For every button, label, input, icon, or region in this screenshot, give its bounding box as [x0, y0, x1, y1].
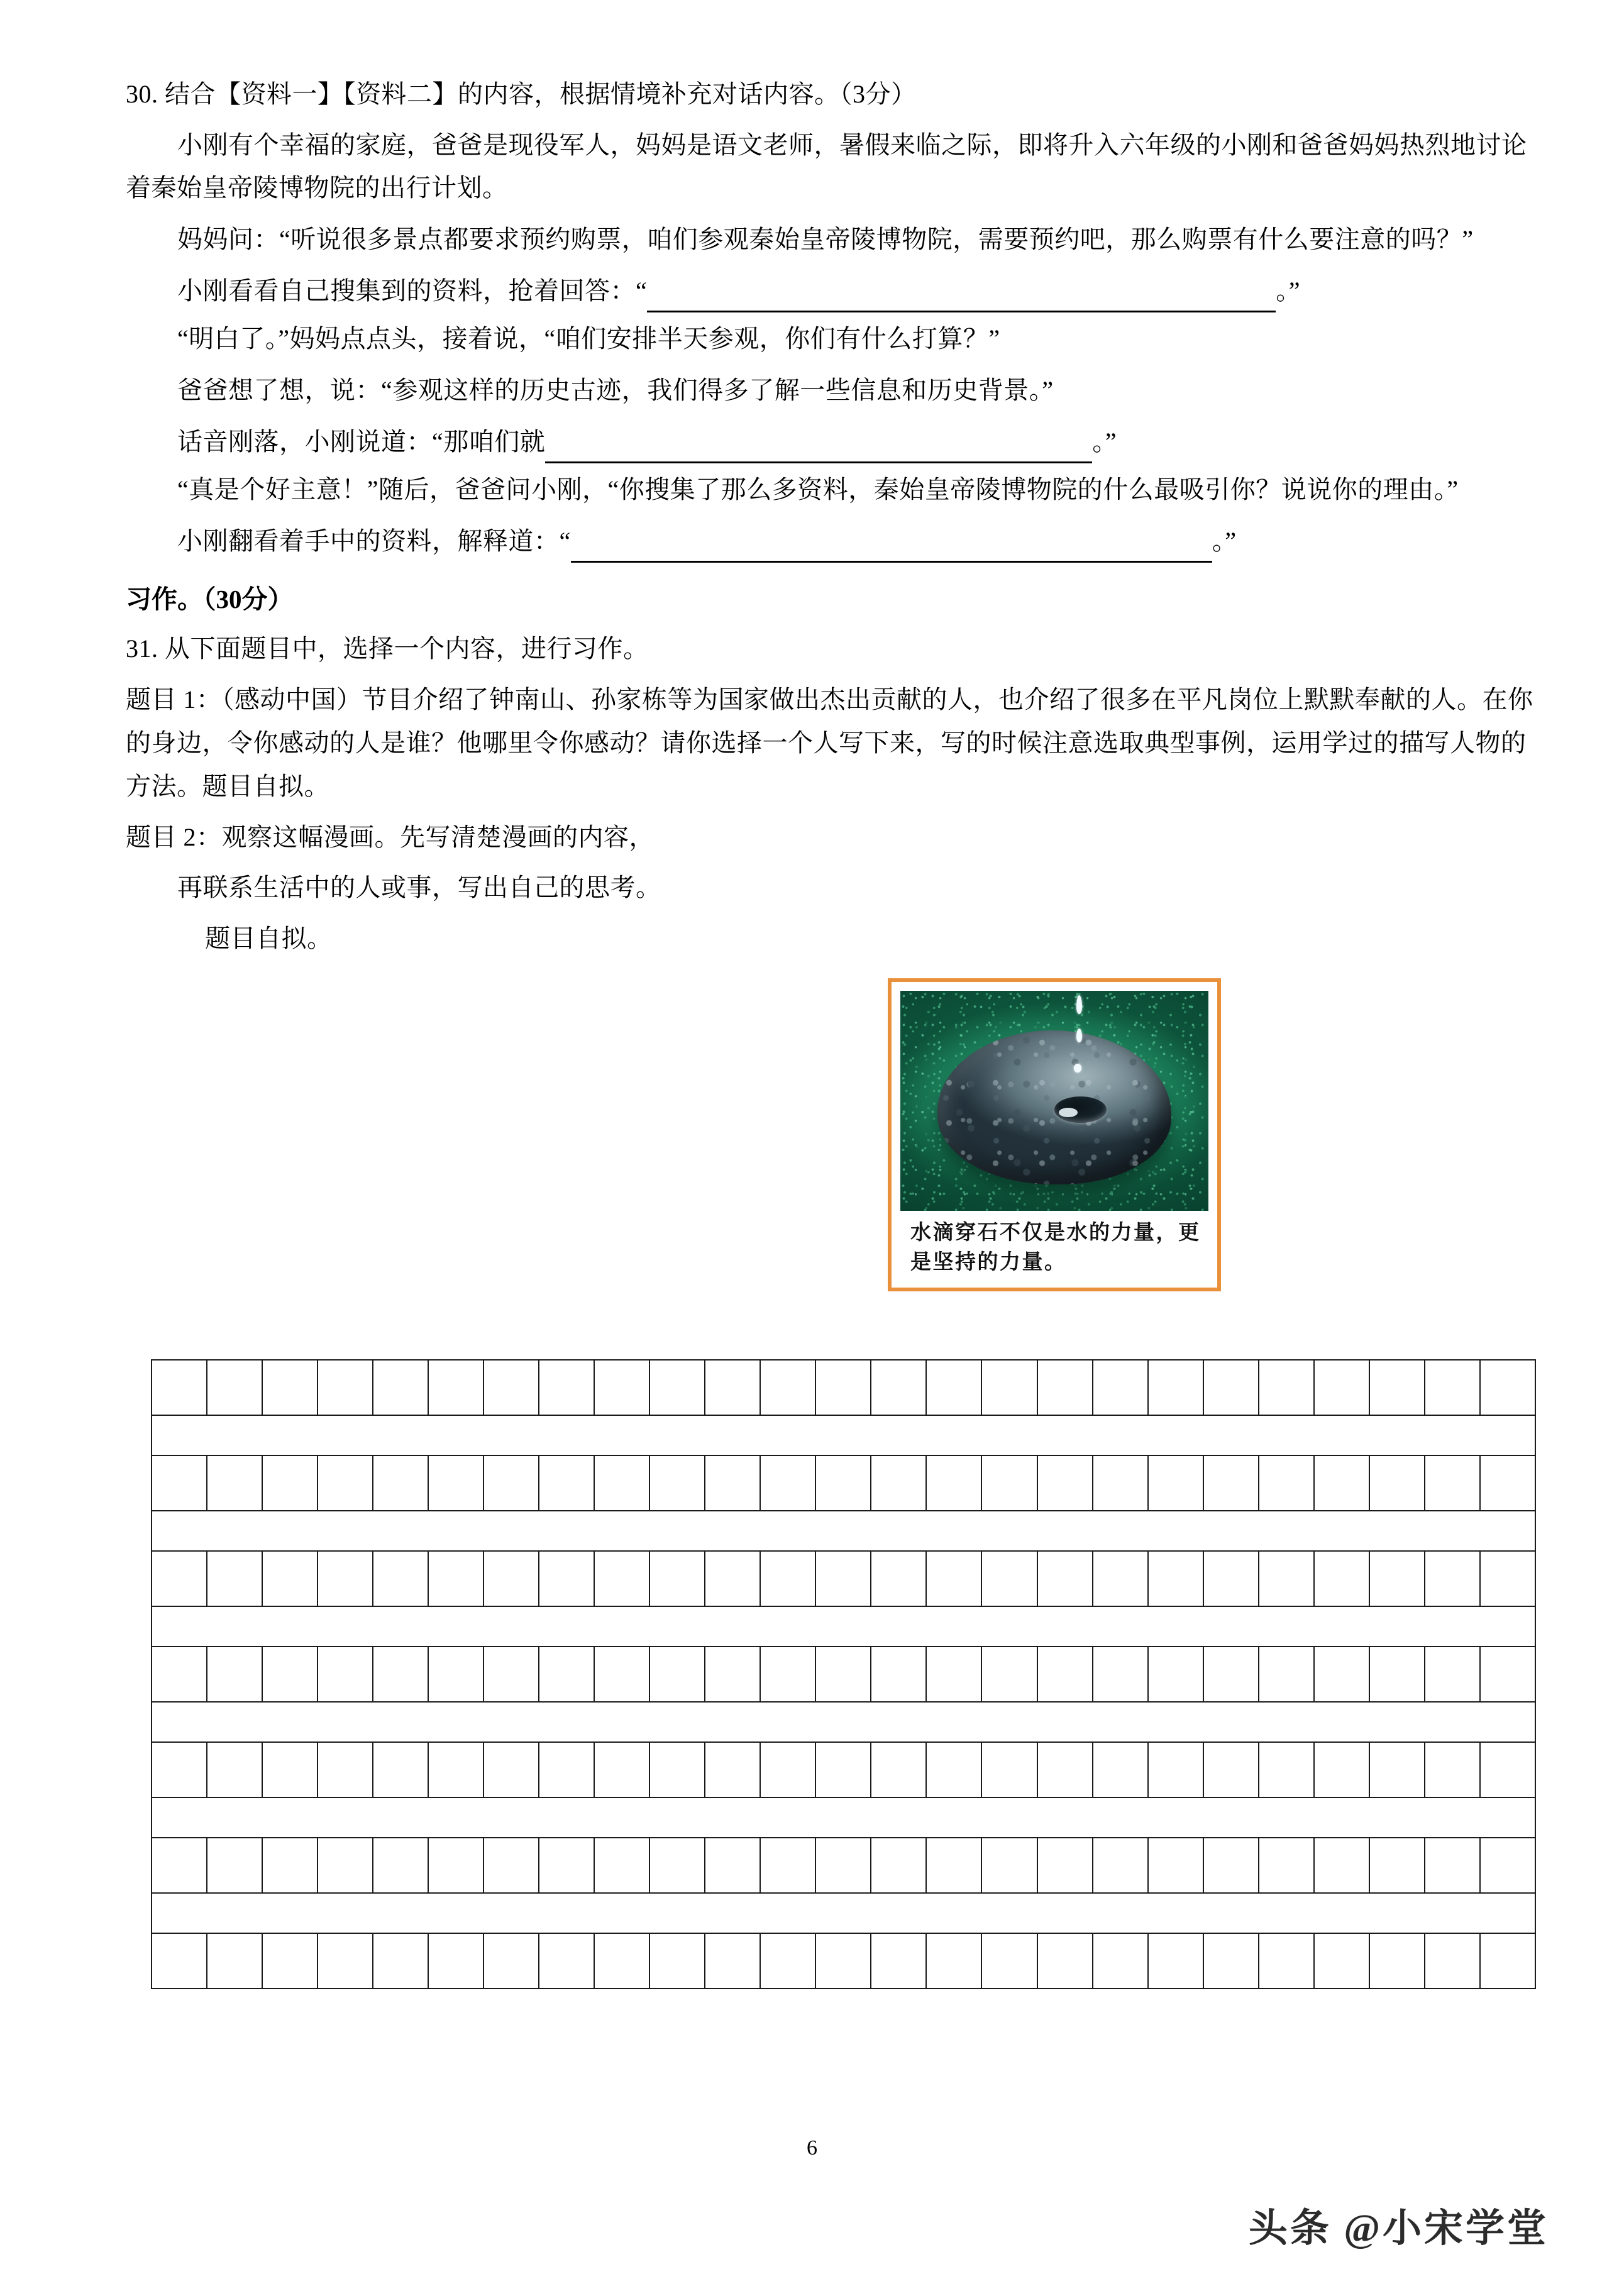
writing-grid-spacer-row — [152, 1893, 1535, 1933]
writing-grid-cell[interactable] — [760, 1838, 815, 1893]
writing-grid-cell[interactable] — [539, 1933, 594, 1989]
writing-grid-cell[interactable] — [981, 1455, 1037, 1511]
dialogue-mother-understood: “明白了。”妈妈点点头，接着说，“咱们安排半天参观，你们有什么打算？” — [177, 324, 1000, 353]
writing-grid-table[interactable] — [151, 1359, 1536, 1989]
writing-grid-cell[interactable] — [926, 1647, 981, 1702]
writing-grid-cell[interactable] — [1259, 1647, 1314, 1702]
writing-grid-cell[interactable] — [318, 1647, 373, 1702]
writing-grid-cell[interactable] — [152, 1455, 207, 1511]
writing-grid-cell[interactable] — [1148, 1360, 1203, 1415]
question-30-prompt: 30. 结合【资料一】【资料二】的内容，根据情境补充对话内容。（3分） — [126, 80, 917, 108]
writing-grid-cell[interactable] — [152, 1742, 207, 1797]
writing-grid-cell[interactable] — [594, 1455, 649, 1511]
writing-grid-cell[interactable] — [1203, 1838, 1259, 1893]
writing-grid-cell[interactable] — [483, 1360, 539, 1415]
writing-grid-cell[interactable] — [1203, 1647, 1259, 1702]
writing-grid-cell[interactable] — [1480, 1551, 1535, 1606]
dialogue-lead-text: 小刚看看自己搜集到的资料，抢着回答：“ — [177, 276, 648, 305]
question-30-scenario: 小刚有个幸福的家庭，爸爸是现役军人，妈妈是语文老师，暑假来临之际，即将升入六年级的小刚和爸爸妈妈热烈地讨论着秦始皇帝陵博物院的出行计划。 — [126, 130, 1527, 202]
writing-grid-cell[interactable] — [871, 1455, 926, 1511]
writing-grid-cell[interactable] — [152, 1933, 207, 1989]
writing-grid-cell[interactable] — [1480, 1742, 1535, 1797]
writing-grid-cell[interactable] — [594, 1551, 649, 1606]
dialogue-xiaogang-suggestion — [126, 421, 1544, 463]
writing-grid-cell[interactable] — [539, 1647, 594, 1702]
writing-grid-cell[interactable] — [262, 1742, 318, 1797]
writing-grid-spacer-row — [152, 1702, 1535, 1742]
writing-grid-cell[interactable] — [373, 1455, 428, 1511]
writing-grid-cell[interactable] — [1480, 1838, 1535, 1893]
writing-grid-cell[interactable] — [1037, 1455, 1093, 1511]
writing-grid-row — [152, 1360, 1535, 1415]
writing-grid-cell[interactable] — [483, 1551, 539, 1606]
writing-grid-cell[interactable] — [760, 1455, 815, 1511]
writing-grid-cell[interactable] — [1425, 1838, 1480, 1893]
page-content — [126, 74, 1544, 968]
writing-grid-cell[interactable] — [594, 1647, 649, 1702]
writing-grid-cell[interactable] — [1093, 1455, 1148, 1511]
writing-grid-cell[interactable] — [981, 1360, 1037, 1415]
topic-1-text: 题目 1：（感动中国）节目介绍了钟南山、孙家栋等为国家做出杰出贡献的人，也介绍了很多在平凡岗位上默默奉献的人。在你的身边，令你感动的人是谁？他哪里令你感动？请你选择一个人写下来，写的时候注意选取典型事例，运用学过的描写人物的方法。题目自拟。 — [126, 685, 1533, 800]
writing-grid-cell[interactable] — [705, 1933, 760, 1989]
composition-topic-2 — [126, 816, 868, 961]
writing-grid-cell[interactable] — [1203, 1742, 1259, 1797]
writing-grid-cell[interactable] — [1037, 1742, 1093, 1797]
writing-grid-spacer-row — [152, 1606, 1535, 1647]
topic-2-line-3: 题目自拟。 — [205, 924, 333, 953]
writing-grid-cell[interactable] — [1369, 1838, 1425, 1893]
writing-grid-cell[interactable] — [1148, 1933, 1203, 1989]
writing-grid-cell[interactable] — [815, 1360, 871, 1415]
writing-grid-cell[interactable] — [1259, 1742, 1314, 1797]
writing-grid-cell[interactable] — [207, 1551, 262, 1606]
dialogue-tail-text: 。” — [1212, 526, 1237, 555]
writing-grid-spacer — [152, 1702, 1535, 1742]
writing-grid-cell[interactable] — [262, 1551, 318, 1606]
writing-grid-spacer-row — [152, 1511, 1535, 1551]
writing-grid-cell[interactable] — [1093, 1360, 1148, 1415]
writing-grid-cell[interactable] — [539, 1742, 594, 1797]
composition-answer-grid[interactable] — [151, 1359, 1536, 1989]
composition-section — [126, 579, 1544, 961]
answer-blank-3[interactable] — [571, 534, 1212, 563]
writing-grid-cell[interactable] — [428, 1742, 483, 1797]
writing-grid-cell[interactable] — [1369, 1455, 1425, 1511]
writing-grid-cell[interactable] — [1480, 1933, 1535, 1989]
writing-grid-cell[interactable] — [1425, 1360, 1480, 1415]
dialogue-tail-text: 。” — [1092, 427, 1117, 456]
writing-grid-spacer-row — [152, 1415, 1535, 1455]
writing-grid-cell[interactable] — [981, 1742, 1037, 1797]
writing-grid-cell[interactable] — [594, 1838, 649, 1893]
writing-grid-cell[interactable] — [1425, 1455, 1480, 1511]
writing-grid-cell[interactable] — [1480, 1455, 1535, 1511]
writing-grid-cell[interactable] — [926, 1360, 981, 1415]
writing-grid-cell[interactable] — [1369, 1742, 1425, 1797]
writing-grid-cell[interactable] — [428, 1551, 483, 1606]
writing-grid-cell[interactable] — [1259, 1360, 1314, 1415]
writing-grid-cell[interactable] — [262, 1838, 318, 1893]
writing-grid-cell[interactable] — [705, 1838, 760, 1893]
dialogue-mother-question: 妈妈问：“听说很多景点都要求预约购票，咱们参观秦始皇帝陵博物院，需要预约吧，那么购票有什么要注意的吗？” — [177, 224, 1474, 253]
writing-grid-cell[interactable] — [1480, 1360, 1535, 1415]
composition-topic-1 — [126, 678, 1544, 808]
writing-grid-row — [152, 1551, 1535, 1606]
writing-grid-cell[interactable] — [1314, 1647, 1369, 1702]
writing-grid-cell[interactable] — [1425, 1551, 1480, 1606]
writing-grid-cell[interactable] — [871, 1742, 926, 1797]
writing-grid-cell[interactable] — [1093, 1551, 1148, 1606]
writing-grid-cell[interactable] — [318, 1455, 373, 1511]
writing-grid-cell[interactable] — [705, 1551, 760, 1606]
writing-grid-cell[interactable] — [152, 1838, 207, 1893]
writing-grid-spacer — [152, 1511, 1535, 1551]
writing-grid-cell[interactable] — [1480, 1647, 1535, 1702]
topic-2-line-1: 题目 2：观察这幅漫画。先写清楚漫画的内容， — [126, 822, 655, 851]
writing-grid-cell[interactable] — [1093, 1742, 1148, 1797]
page-number: 6 — [807, 2136, 817, 2160]
writing-grid-cell[interactable] — [428, 1455, 483, 1511]
topic-2-line-2: 再联系生活中的人或事，写出自己的思考。 — [177, 873, 661, 902]
writing-grid-cell[interactable] — [1314, 1742, 1369, 1797]
writing-grid-cell[interactable] — [1148, 1455, 1203, 1511]
writing-grid-cell[interactable] — [705, 1360, 760, 1415]
writing-grid-row — [152, 1455, 1535, 1511]
writing-grid-cell[interactable] — [428, 1647, 483, 1702]
writing-grid-cell[interactable] — [705, 1742, 760, 1797]
writing-grid-cell[interactable] — [815, 1647, 871, 1702]
writing-grid-cell[interactable] — [483, 1933, 539, 1989]
writing-grid-cell[interactable] — [262, 1647, 318, 1702]
writing-grid-cell[interactable] — [594, 1933, 649, 1989]
writing-grid-row — [152, 1933, 1535, 1989]
writing-grid-cell[interactable] — [926, 1933, 981, 1989]
writing-grid-cell[interactable] — [649, 1647, 705, 1702]
writing-grid-cell[interactable] — [981, 1933, 1037, 1989]
writing-grid-cell[interactable] — [649, 1838, 705, 1893]
writing-grid-cell[interactable] — [1148, 1647, 1203, 1702]
writing-grid-cell[interactable] — [207, 1933, 262, 1989]
writing-grid-cell[interactable] — [1093, 1838, 1148, 1893]
writing-grid-cell[interactable] — [815, 1933, 871, 1989]
writing-grid-cell[interactable] — [649, 1933, 705, 1989]
writing-grid-cell[interactable] — [1148, 1551, 1203, 1606]
writing-grid-cell[interactable] — [318, 1551, 373, 1606]
writing-grid-cell[interactable] — [539, 1455, 594, 1511]
writing-grid-cell[interactable] — [1203, 1933, 1259, 1989]
writing-grid-cell[interactable] — [1314, 1551, 1369, 1606]
writing-grid-cell[interactable] — [207, 1647, 262, 1702]
composition-instruction: 31. 从下面题目中，选择一个内容，进行习作。 — [126, 634, 649, 663]
writing-grid-cell[interactable] — [373, 1742, 428, 1797]
writing-grid-cell[interactable] — [649, 1551, 705, 1606]
cartoon-figure — [888, 978, 1221, 1291]
writing-grid-cell[interactable] — [760, 1933, 815, 1989]
writing-grid-cell[interactable] — [649, 1455, 705, 1511]
writing-grid-cell[interactable] — [981, 1838, 1037, 1893]
writing-grid-cell[interactable] — [1148, 1742, 1203, 1797]
writing-grid-cell[interactable] — [1148, 1838, 1203, 1893]
writing-grid-cell[interactable] — [428, 1933, 483, 1989]
writing-grid-cell[interactable] — [1425, 1647, 1480, 1702]
writing-grid-row — [152, 1838, 1535, 1893]
writing-grid-cell[interactable] — [207, 1455, 262, 1511]
writing-grid-cell[interactable] — [373, 1933, 428, 1989]
water-pool-gleam — [1059, 1108, 1077, 1117]
writing-grid-cell[interactable] — [1203, 1551, 1259, 1606]
writing-grid-cell[interactable] — [483, 1647, 539, 1702]
writing-grid-cell[interactable] — [871, 1551, 926, 1606]
writing-grid-spacer — [152, 1797, 1535, 1838]
writing-grid-row — [152, 1742, 1535, 1797]
writing-grid-cell[interactable] — [981, 1551, 1037, 1606]
writing-grid-cell[interactable] — [649, 1360, 705, 1415]
figure-caption: 水滴穿石不仅是水的力量，更是坚持的力量。 — [910, 1222, 1201, 1274]
writing-grid-cell[interactable] — [1203, 1455, 1259, 1511]
writing-grid-cell[interactable] — [539, 1838, 594, 1893]
dialogue-tail-text: 。” — [1276, 276, 1301, 305]
writing-grid-cell[interactable] — [207, 1742, 262, 1797]
dialogue-xiaogang-explain — [126, 520, 1544, 563]
dialogue-lead-text: 话音刚落，小刚说道：“那咱们就 — [177, 427, 546, 456]
writing-grid-cell[interactable] — [1037, 1551, 1093, 1606]
writing-grid-cell[interactable] — [428, 1360, 483, 1415]
writing-grid-cell[interactable] — [871, 1838, 926, 1893]
writing-grid-cell[interactable] — [1314, 1360, 1369, 1415]
writing-grid-cell[interactable] — [1369, 1933, 1425, 1989]
dialogue-lead-text: 小刚翻看着手中的资料，解释道：“ — [177, 526, 571, 555]
writing-grid-cell[interactable] — [262, 1933, 318, 1989]
writing-grid-cell[interactable] — [318, 1838, 373, 1893]
stone-water-drop-image — [900, 991, 1208, 1211]
writing-grid-cell[interactable] — [1425, 1742, 1480, 1797]
writing-grid-cell[interactable] — [1093, 1647, 1148, 1702]
writing-grid-cell[interactable] — [262, 1360, 318, 1415]
writing-grid-cell[interactable] — [318, 1933, 373, 1989]
writing-grid-cell[interactable] — [318, 1742, 373, 1797]
writing-grid-cell[interactable] — [1037, 1647, 1093, 1702]
writing-grid-cell[interactable] — [1314, 1455, 1369, 1511]
answer-blank-1[interactable] — [647, 284, 1276, 312]
writing-grid-cell[interactable] — [871, 1647, 926, 1702]
dialogue-father-praise: “真是个好主意！”随后，爸爸问小刚，“你搜集了那么多资料，秦始皇帝陵博物院的什么最吸引你？说说你的理由。” — [177, 475, 1459, 504]
writing-grid-body — [152, 1360, 1535, 1989]
dialogue-xiaogang-answer — [126, 270, 1544, 312]
writing-grid-cell[interactable] — [539, 1360, 594, 1415]
writing-grid-cell[interactable] — [926, 1455, 981, 1511]
writing-grid-cell[interactable] — [373, 1551, 428, 1606]
writing-grid-cell[interactable] — [152, 1551, 207, 1606]
writing-grid-cell[interactable] — [1259, 1455, 1314, 1511]
writing-grid-cell[interactable] — [373, 1838, 428, 1893]
writing-grid-cell[interactable] — [207, 1838, 262, 1893]
writing-grid-cell[interactable] — [483, 1742, 539, 1797]
writing-grid-cell[interactable] — [815, 1455, 871, 1511]
writing-grid-cell[interactable] — [926, 1838, 981, 1893]
writing-grid-cell[interactable] — [594, 1360, 649, 1415]
writing-grid-cell[interactable] — [871, 1933, 926, 1989]
writing-grid-cell[interactable] — [1259, 1933, 1314, 1989]
writing-grid-cell[interactable] — [926, 1742, 981, 1797]
writing-grid-cell[interactable] — [152, 1647, 207, 1702]
water-drop-icon — [1074, 1064, 1081, 1073]
writing-grid-cell[interactable] — [649, 1742, 705, 1797]
writing-grid-cell[interactable] — [1314, 1933, 1369, 1989]
writing-grid-cell[interactable] — [1037, 1933, 1093, 1989]
writing-grid-cell[interactable] — [373, 1647, 428, 1702]
writing-grid-cell[interactable] — [594, 1742, 649, 1797]
writing-grid-cell[interactable] — [981, 1647, 1037, 1702]
writing-grid-cell[interactable] — [483, 1838, 539, 1893]
writing-grid-cell[interactable] — [760, 1742, 815, 1797]
watermark-logo: 头条 @小宋学堂 — [1248, 2207, 1549, 2250]
writing-grid-cell[interactable] — [1369, 1551, 1425, 1606]
writing-grid-spacer — [152, 1415, 1535, 1455]
writing-grid-cell[interactable] — [815, 1551, 871, 1606]
writing-grid-cell[interactable] — [1314, 1838, 1369, 1893]
answer-blank-2[interactable] — [545, 435, 1092, 463]
dialogue-father-thought: 爸爸想了想，说：“参观这样的历史古迹，我们得多了解一些信息和历史背景。” — [177, 375, 1054, 404]
writing-grid-cell[interactable] — [815, 1742, 871, 1797]
writing-grid-cell[interactable] — [705, 1455, 760, 1511]
writing-grid-cell[interactable] — [1425, 1933, 1480, 1989]
writing-grid-cell[interactable] — [1369, 1647, 1425, 1702]
writing-grid-cell[interactable] — [483, 1455, 539, 1511]
writing-grid-cell[interactable] — [815, 1838, 871, 1893]
writing-grid-cell[interactable] — [428, 1838, 483, 1893]
writing-grid-cell[interactable] — [1369, 1360, 1425, 1415]
writing-grid-cell[interactable] — [926, 1551, 981, 1606]
writing-grid-cell[interactable] — [539, 1551, 594, 1606]
writing-grid-spacer — [152, 1893, 1535, 1933]
writing-grid-cell[interactable] — [760, 1551, 815, 1606]
writing-grid-cell[interactable] — [871, 1360, 926, 1415]
writing-grid-cell[interactable] — [1037, 1838, 1093, 1893]
writing-grid-cell[interactable] — [207, 1360, 262, 1415]
writing-grid-cell[interactable] — [760, 1647, 815, 1702]
writing-grid-cell[interactable] — [318, 1360, 373, 1415]
writing-grid-spacer — [152, 1606, 1535, 1647]
writing-grid-row — [152, 1647, 1535, 1702]
writing-grid-cell[interactable] — [1259, 1551, 1314, 1606]
writing-grid-cell[interactable] — [705, 1647, 760, 1702]
writing-grid-cell[interactable] — [373, 1360, 428, 1415]
writing-grid-cell[interactable] — [1037, 1360, 1093, 1415]
writing-grid-cell[interactable] — [1093, 1933, 1148, 1989]
writing-grid-spacer-row — [152, 1797, 1535, 1838]
composition-heading: 习作。（30分） — [126, 584, 294, 614]
writing-grid-cell[interactable] — [1259, 1838, 1314, 1893]
writing-grid-cell[interactable] — [760, 1360, 815, 1415]
writing-grid-cell[interactable] — [152, 1360, 207, 1415]
writing-grid-cell[interactable] — [262, 1455, 318, 1511]
writing-grid-cell[interactable] — [1203, 1360, 1259, 1415]
